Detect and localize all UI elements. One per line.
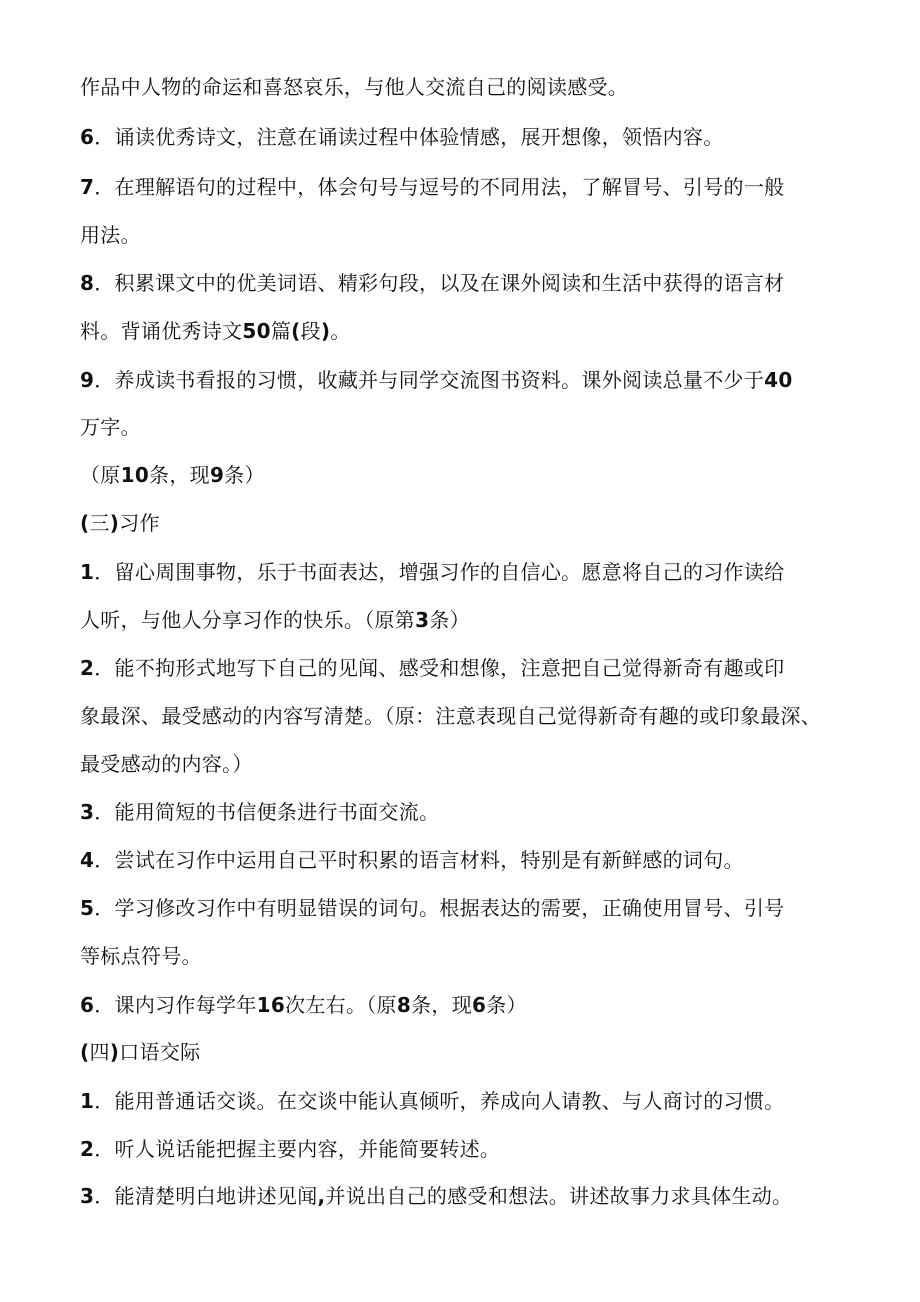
item-number: 6 (80, 125, 95, 149)
item-number: 2 (80, 1137, 95, 1161)
line-text: 万字。 (80, 415, 141, 439)
line-text: ．课内习作每学年 (94, 993, 257, 1017)
line-text: 等标点符号。 (80, 944, 202, 968)
line-text: 并说出自己的感受和想法。讲述故事力求具体生动。 (325, 1184, 793, 1208)
line-text: ．能用简短的书信便条进行书面交流。 (94, 800, 440, 824)
list-item-writing-5 (80, 893, 784, 923)
list-item-reading-7 (80, 172, 784, 202)
list-item-reading-8 (80, 268, 784, 298)
line-text: 次左右。（原 (285, 993, 397, 1017)
text-line-continuation (80, 701, 821, 731)
text-line-continuation (80, 749, 253, 779)
item-number: 3 (80, 1184, 95, 1208)
line-text: ．学习修改习作中有明显错误的词句。根据表达的需要，正确使用冒号、引号 (94, 896, 785, 920)
heading-text: 口语交际 (119, 1040, 201, 1064)
line-text: ．尝试在习作中运用自己平时积累的语言材料，特别是有新鲜感的词句。 (94, 848, 744, 872)
line-text: ．听人说话能把握主要内容，并能简要转述。 (94, 1137, 501, 1161)
line-text: 段 (300, 319, 321, 343)
line-text: ．能用普通话交谈。在交谈中能认真倾听，养成向人请教、与人商讨的习惯。 (94, 1089, 785, 1113)
item-number: 5 (80, 896, 95, 920)
text-line-1 (80, 72, 628, 102)
line-text: 条） (486, 993, 527, 1017)
text-line-continuation (80, 605, 470, 635)
line-text: ．能不拘形式地写下自己的见闻、感受和想像，注意把自己觉得新奇有趣或印 (94, 656, 785, 680)
line-text: 。 (330, 319, 351, 343)
line-text: 作品中人物的命运和喜怒哀乐，与他人交流自己的阅读感受。 (80, 75, 629, 99)
item-number: 1 (80, 560, 95, 584)
line-text: 条，现 (149, 463, 210, 487)
line-text: ．养成读书看报的习惯，收藏并与同学交流图书资料。课外阅读总量不少于 (94, 368, 765, 392)
line-text: ．在理解语句的过程中，体会句号与逗号的不同用法，了解冒号、引号的一般 (94, 175, 785, 199)
bold-number: 16 (256, 993, 286, 1017)
bold-number: 8 (396, 993, 412, 1017)
line-text: 料。背诵优秀诗文 (80, 319, 243, 343)
list-item-writing-6 (80, 990, 527, 1020)
line-text: ．能清楚明白地讲述见闻 (94, 1184, 318, 1208)
section-heading-oral (80, 1037, 200, 1067)
bold-paren: ) (320, 319, 331, 343)
item-number: 6 (80, 993, 95, 1017)
list-item-writing-2 (80, 653, 784, 683)
section-note (80, 460, 265, 490)
bold-comma: , (317, 1184, 326, 1208)
heading-text: 四 (89, 1040, 110, 1064)
bold-paren: ) (109, 1040, 120, 1064)
heading-text: 习作 (119, 511, 160, 535)
bold-number: 40 (764, 368, 793, 392)
list-item-reading-6 (80, 122, 724, 152)
line-text: 象最深、最受感动的内容写清楚。（原：注意表现自己觉得新奇有趣的或印象最深、 (80, 704, 822, 728)
item-number: 7 (80, 175, 95, 199)
bold-number: 9 (209, 463, 225, 487)
line-text: 条） (224, 463, 265, 487)
line-text: 最受感动的内容。） (80, 752, 253, 776)
line-text: ．留心周围事物，乐于书面表达，增强习作的自信心。愿意将自己的习作读给 (94, 560, 785, 584)
item-number: 2 (80, 656, 95, 680)
heading-text: 三 (89, 511, 110, 535)
text-line-continuation (80, 220, 141, 250)
item-number: 4 (80, 848, 95, 872)
line-text: （原 (80, 463, 121, 487)
list-item-oral-1 (80, 1086, 784, 1116)
list-item-writing-3 (80, 797, 439, 827)
list-item-reading-9 (80, 365, 793, 395)
text-line-continuation (80, 941, 202, 971)
line-text: 条，现 (411, 993, 472, 1017)
bold-paren: ( (80, 1040, 90, 1064)
line-text: ．诵读优秀诗文，注意在诵读过程中体验情感，展开想像，领悟内容。 (94, 125, 724, 149)
list-item-writing-4 (80, 845, 744, 875)
bold-number: 50 (242, 319, 271, 343)
line-text: ．积累课文中的优美词语、精彩句段，以及在课外阅读和生活中获得的语言材 (94, 271, 785, 295)
bold-paren: ) (109, 511, 120, 535)
line-text: 用法。 (80, 223, 141, 247)
item-number: 8 (80, 271, 95, 295)
list-item-oral-3 (80, 1181, 792, 1211)
bold-paren: ( (80, 511, 90, 535)
section-heading-writing (80, 508, 160, 538)
bold-number: 6 (472, 993, 487, 1017)
text-line-continuation (80, 316, 351, 346)
bold-number: 10 (120, 463, 150, 487)
item-number: 9 (80, 368, 95, 392)
text-line-continuation (80, 412, 141, 442)
item-number: 1 (80, 1089, 95, 1113)
bold-number: 3 (415, 608, 430, 632)
list-item-writing-1 (80, 557, 784, 587)
line-text: 人听，与他人分享习作的快乐。（原第 (80, 608, 416, 632)
line-text: 篇 (270, 319, 292, 343)
item-number: 3 (80, 800, 95, 824)
list-item-oral-2 (80, 1134, 500, 1164)
line-text: 条） (429, 608, 470, 632)
bold-paren: ( (291, 319, 301, 343)
